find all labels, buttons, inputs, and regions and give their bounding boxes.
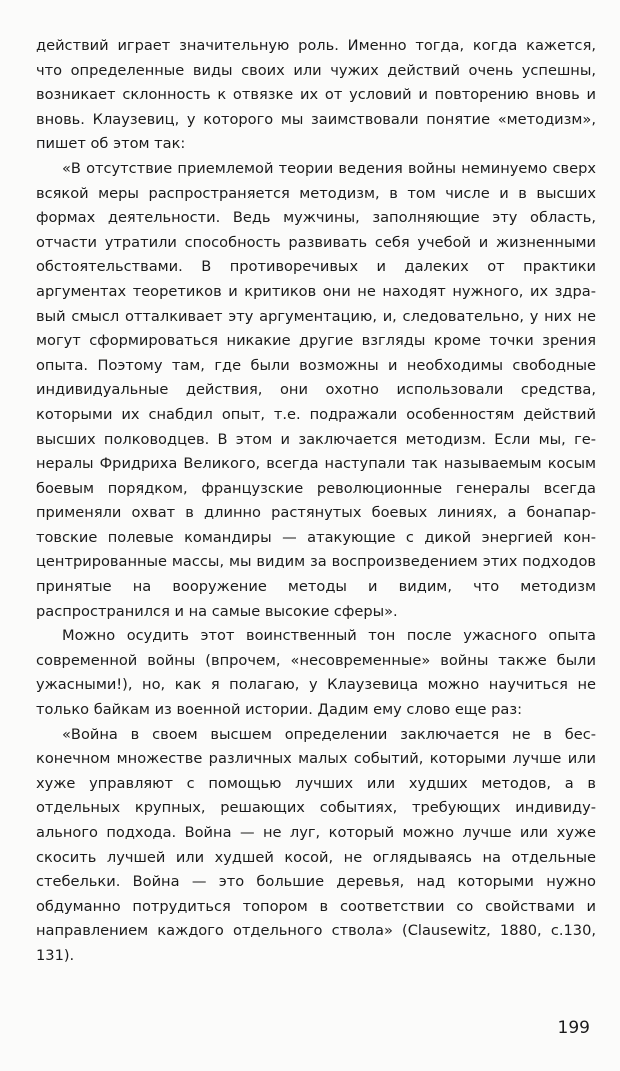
body-text	[36, 34, 596, 969]
paragraph-continuation: действий играет значительную роль. Именно тогда, когда кажется, что определенные виды своих или чужих действий очень успешны, возникает склонность к отвязке их от условий и повторению вновь и вновь. Клаузевиц, у которого мы заимствовали понятие «методизм», пишет об этом так:	[36, 37, 596, 153]
paragraph-commentary: Можно осудить этот воинственный тон после ужасного опыта современной войны (впрочем, «несовременные» войны также были ужасными!), но, как я полагаю, у Клаузевица можно научиться не только байкам из военной истории. Дадим ему слово еще раз:	[36, 627, 596, 719]
page-number: 199	[557, 1018, 590, 1038]
quote-paragraph-methodism: «В отсутствие приемлемой теории ведения войны неминуемо сверх всякой меры распространяется методизм, в том числе и в высших формах деятельности. Ведь мужчины, заполняющие эту область, отчасти утратили способность развивать себя учебой и жизненными обстоятельствами. В противоречивых и далеких от практики аргументах теоретиков и критиков они не находят нужного, их здравый смысл отталкивает эту аргументацию, и, следовательно, у них не могут сформироваться никакие другие взгляды кроме точки зрения опыта. Поэтому там, где были возможны и необходимы свободные индивидуальные действия, они охотно использовали средства, которыми их снабдил опыт, т.е. подражали особенностям действий высших полководцев. В этом и заключается методизм. Если мы, генералы Фридриха Великого, всегда наступали так называемым косым боевым порядком, французские революционные генералы всегда применяли охват в длинно растянутых боевых линиях, а бонапартовские полевые командиры — атакующие с дикой энергией концентрированные массы, мы видим за воспроизведением этих подходов принятые на вооружение методы и видим, что методизм распространился и на самые высокие сферы».	[36, 159, 596, 620]
quote-paragraph-war: «Война в своем высшем определении заключается не в бесконечном множестве различных малых событий, которыми лучше или хуже управляют с помощью лучших или худших методов, а в отдельных крупных, решающих событиях, требующих индивидуального подхода. Война — не луг, который можно лучше или хуже скосить лучшей или худшей косой, не оглядываясь на отдельные стебельки. Война — это большие деревья, над которыми нужно обдуманно потрудиться топором в соответствии со свойствами и направлением каждого отдельного ствола» (Clausewitz, 1880, с.130, 131).	[36, 725, 596, 964]
